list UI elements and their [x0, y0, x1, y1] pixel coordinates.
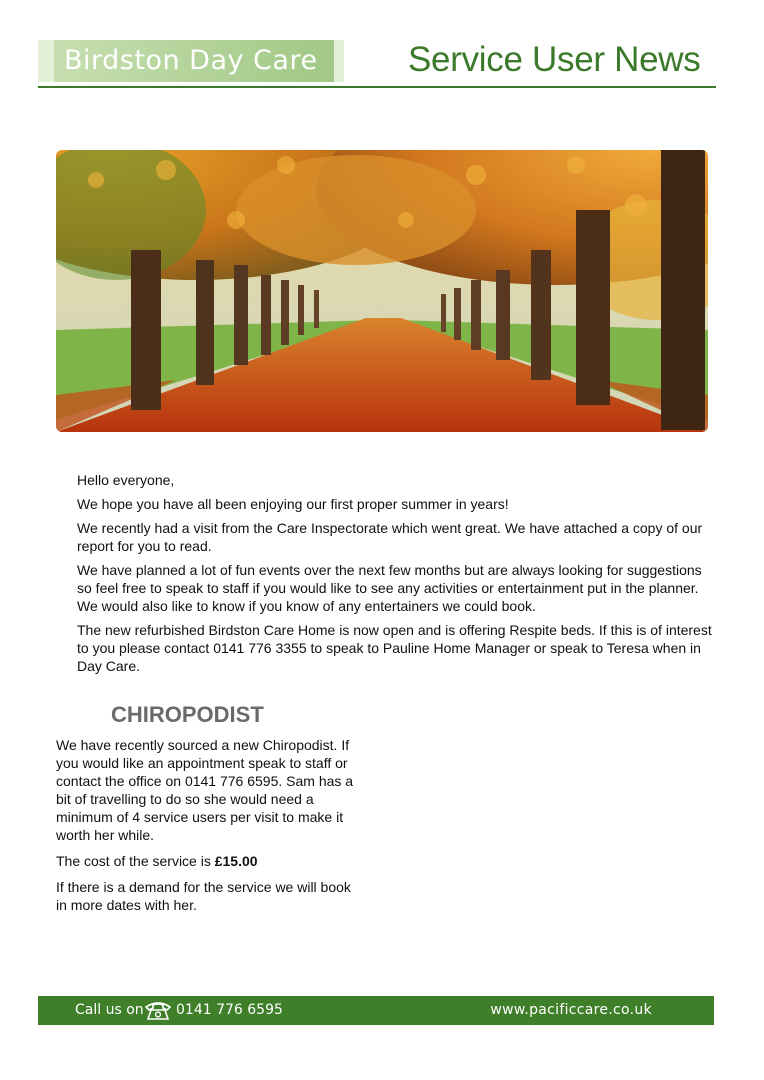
intro-paragraph-care-home: The new refurbished Birdston Care Home is now open and is offering Respite beds. If this is of interest to you please contact 0141 776 3355 to speak to Pauline Home Manager or speak to Teresa when in Day Care.	[77, 622, 712, 674]
intro-section	[77, 471, 713, 681]
chiropodist-cost	[56, 852, 362, 870]
hero-image	[56, 150, 708, 432]
footer-call-label: Call us on	[75, 1002, 144, 1018]
header-divider	[38, 86, 716, 88]
brand-name: Birdston Day Care	[64, 45, 318, 76]
autumn-tree-avenue-image	[56, 150, 708, 432]
cost-label: The cost of the service is	[56, 853, 215, 869]
footer-phone-number[interactable]: 0141 776 6595	[176, 1002, 283, 1018]
intro-paragraph-summer: We hope you have all been enjoying our first proper summer in years!	[77, 496, 509, 512]
intro-paragraph-inspectorate: We recently had a visit from the Care Inspectorate which went great. We have attached a copy of our report for you to read.	[77, 520, 703, 554]
chiropodist-section	[56, 736, 362, 922]
newsletter-title: Service User News	[408, 40, 701, 79]
footer-bar	[38, 996, 714, 1025]
intro-paragraph-events: We have planned a lot of fun events over the next few months but are always looking for suggestions so feel free to speak to staff if you would like to see any activities or entertainment put in the planner. We would also like to know if you know of any entertainers we could book.	[77, 562, 702, 614]
telephone-icon	[143, 999, 173, 1026]
chiropodist-paragraph: We have recently sourced a new Chiropodist. If you would like an appointment speak to staff or contact the office on 0141 776 6595. Sam has a bit of travelling to do so she would need a minimum of 4 service users per visit to make it worth her while.	[56, 737, 354, 843]
chiropodist-demand: If there is a demand for the service we will book in more dates with her.	[56, 879, 351, 913]
cost-value: £15.00	[214, 853, 258, 869]
greeting: Hello everyone,	[77, 472, 175, 488]
chiropodist-heading: CHIROPODIST	[111, 702, 264, 727]
footer-website-link[interactable]: www.pacificcare.co.uk	[490, 1002, 652, 1018]
